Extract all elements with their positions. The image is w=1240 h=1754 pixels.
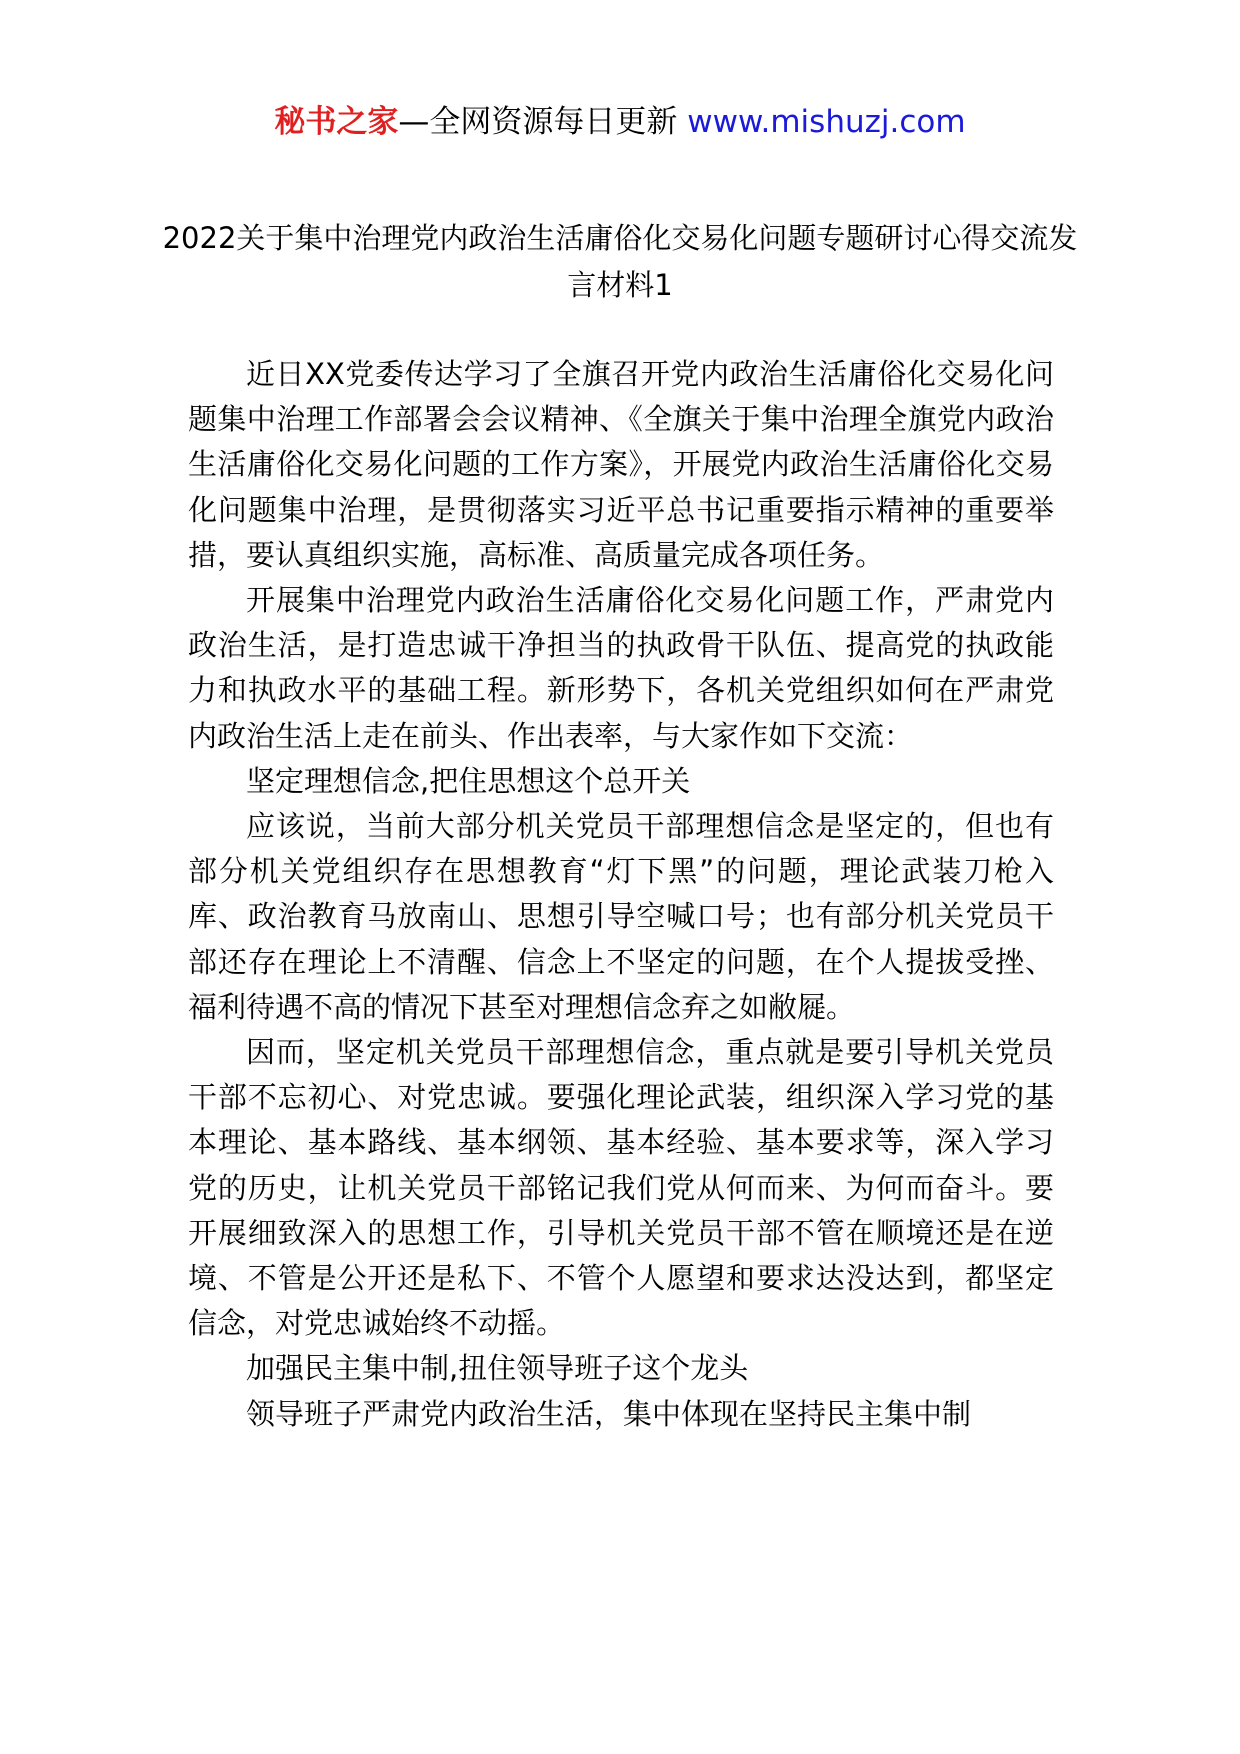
document-title: 2022关于集中治理党内政治生活庸俗化交易化问题专题研讨心得交流发言材料1 (162, 221, 1078, 302)
body-paragraph: 应该说，当前大部分机关党员干部理想信念是坚定的，但也有部分机关党组织存在思想教育“灯下黑”的问题，理论武装刀枪入库、政治教育马放南山、思想引导空喊口号；也有部分机关党员干部还存在理论上不清醒、信念上不坚定的问题，在个人提拔受挫、福利待遇不高的情况下甚至对理想信念弃之如敝屣。 (188, 809, 1054, 1024)
body-paragraph: 开展集中治理党内政治生活庸俗化交易化问题工作，严肃党内政治生活，是打造忠诚干净担当的执政骨干队伍、提高党的执政能力和执政水平的基础工程。新形势下，各机关党组织如何在严肃党内政治生活上走在前头、作出表率，与大家作如下交流： (188, 583, 1054, 753)
section-heading: 坚定理想信念,把住思想这个总开关 (246, 763, 691, 798)
site-banner (0, 100, 1240, 144)
section-heading: 加强民主集中制,扭住领导班子这个龙头 (246, 1351, 749, 1386)
site-url-link[interactable]: www.mishuzj.com (687, 104, 966, 140)
brand-name: 秘书之家 (274, 104, 399, 140)
body-paragraph: 因而，坚定机关党员干部理想信念，重点就是要引导机关党员干部不忘初心、对党忠诚。要强化理论武装，组织深入学习党的基本理论、基本路线、基本纲领、基本经验、基本要求等，深入学习党的历史，让机关党员干部铭记我们党从何而来、为何而奋斗。要开展细致深入的思想工作，引导机关党员干部不管在顺境还是在逆境、不管是公开还是私下、不管个人愿望和要求达没达到，都坚定信念，对党忠诚始终不动摇。 (188, 1035, 1054, 1341)
banner-tagline: —全网资源每日更新 (398, 104, 688, 140)
body-paragraph: 领导班子严肃党内政治生活，集中体现在坚持民主集中制 (246, 1396, 972, 1431)
body-paragraph: 近日XX党委传达学习了全旗召开党内政治生活庸俗化交易化问题集中治理工作部署会会议精神、《全旗关于集中治理全旗党内政治生活庸俗化交易化问题的工作方案》，开展党内政治生活庸俗化交易化问题集中治理，是贯彻落实习近平总书记重要指示精神的重要举措，要认真组织实施，高标准、高质量完成各项任务。 (188, 357, 1054, 572)
document-body (188, 352, 1054, 1437)
